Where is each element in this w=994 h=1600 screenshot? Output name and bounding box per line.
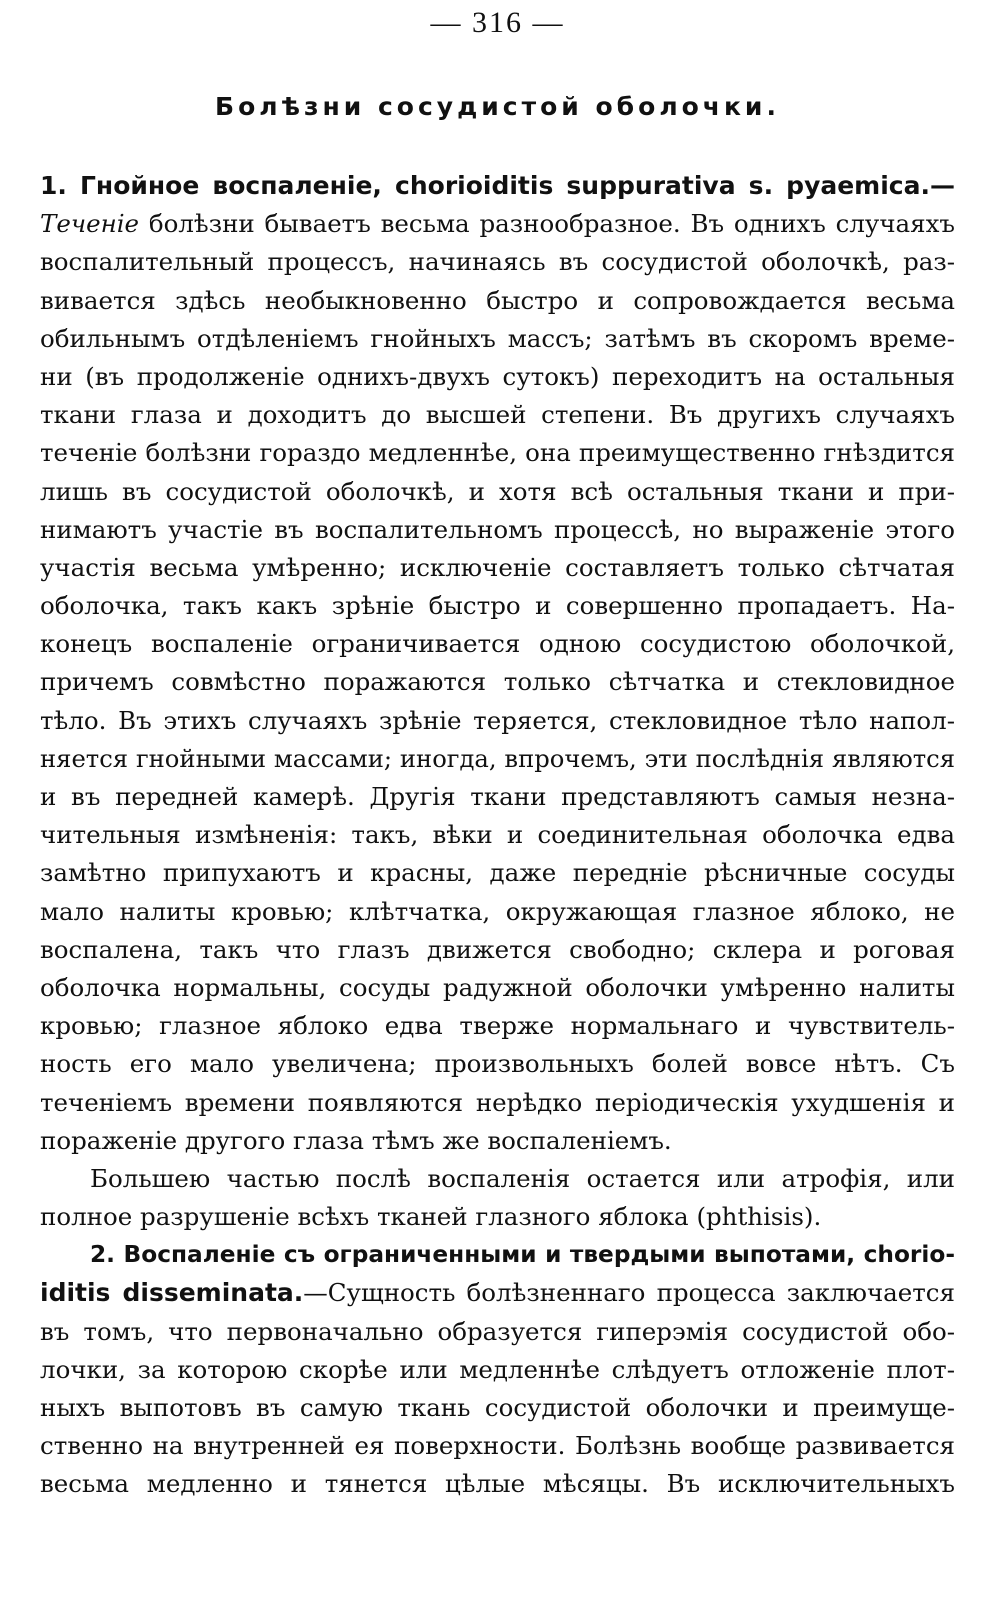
line-text: пораженіе другого глаза тѣмъ же воспаленіемъ. <box>40 1125 672 1155</box>
text-line <box>40 854 955 892</box>
line-text: няется гнойными массами; иногда, впрочемъ, эти послѣднія являются <box>40 743 955 773</box>
line-text: замѣтно припухаютъ и красны, даже передніе рѣсничные сосуды <box>40 858 955 888</box>
text-line <box>40 663 955 701</box>
text-line <box>40 511 955 549</box>
text-line <box>40 358 955 396</box>
line-text: ность его мало увеличена; произвольныхъ болей вовсе нѣтъ. Съ <box>40 1049 955 1079</box>
text-line <box>40 243 955 281</box>
text-line <box>40 1427 955 1465</box>
text-line <box>40 396 955 434</box>
text-line <box>40 1236 955 1274</box>
line-text: теченіемъ времени появляются нерѣдко періодическія ухудшенія и <box>40 1087 955 1117</box>
text-line <box>40 702 955 740</box>
text-line <box>40 893 955 931</box>
text-line <box>40 1274 955 1312</box>
text-line <box>40 1313 955 1351</box>
line-text: участія весьма умѣренно; исключеніе составляетъ только сѣтчатая <box>40 552 955 582</box>
line-text: весьма медленно и тянется цѣлые мѣсяцы. Въ исключительныхъ <box>40 1469 955 1499</box>
page-number: — 316 — <box>430 6 565 39</box>
line-text: лишь въ сосудистой оболочкѣ, и хотя всѣ остальныя ткани и при- <box>40 476 955 506</box>
subsection-heading: iditis disseminata. <box>40 1278 304 1308</box>
text-line <box>40 205 955 243</box>
line-text: вивается здѣсь необыкновенно быстро и сопровождается весьма <box>40 285 955 315</box>
line-text: чительныя измѣненія: такъ, вѣки и соединительная оболочка едва <box>40 820 955 850</box>
line-text: обильнымъ отдѣленіемъ гнойныхъ массъ; затѣмъ въ скоромъ време- <box>40 323 955 353</box>
text-line <box>40 282 955 320</box>
line-text: кровью; глазное яблоко едва тверже нормальнаго и чувствитель- <box>40 1011 955 1041</box>
text-line <box>40 969 955 1007</box>
line-text: полное разрушеніе всѣхъ тканей глазного яблока (phthisis). <box>40 1202 822 1232</box>
line-text: ни (въ продолженіе однихъ-двухъ сутокъ) переходитъ на остальныя <box>40 361 955 391</box>
line-text: ныхъ выпотовъ въ самую ткань сосудистой оболочки и преимуще- <box>40 1393 955 1422</box>
subsection-heading: 1. Гнойное воспаленіе, chorioiditis suppurativa s. pyaemica.— <box>40 171 955 200</box>
line-text: мало налиты кровью; клѣтчатка, окружающая глазное яблоко, не <box>40 896 955 926</box>
text-line <box>40 740 955 778</box>
text-line <box>40 816 955 854</box>
text-line <box>40 587 955 625</box>
text-line <box>40 549 955 587</box>
line-text: Большею частью послѣ воспаленія остается или атрофія, или <box>90 1163 955 1193</box>
line-text: нимаютъ участіе въ воспалительномъ процессѣ, но выраженіе этого <box>40 514 955 544</box>
subsection-heading: 2. Воспаленіе съ ограниченными и твердыми выпотами, chorio- <box>90 1241 955 1269</box>
text-line <box>40 1084 955 1122</box>
text-line <box>40 778 955 816</box>
line-text: теченіе болѣзни гораздо медленнѣе, она преимущественно гнѣздится <box>40 438 955 468</box>
emphasis-text: Теченіе <box>40 209 140 239</box>
text-line <box>40 1351 955 1389</box>
book-page <box>40 0 955 1600</box>
text-line <box>40 1007 955 1045</box>
line-text: въ томъ, что первоначально образуется гиперэмія сосудистой обо- <box>40 1316 955 1346</box>
line-text: болѣзни бываетъ весьма разнообразное. Въ однихъ случаяхъ <box>139 209 955 239</box>
text-line <box>40 931 955 969</box>
line-text: —Сущность болѣзненнаго процесса заключается <box>303 1278 955 1308</box>
line-text: конецъ воспаленіе ограничивается одною сосудистою оболочкой, <box>40 629 955 659</box>
text-line <box>40 473 955 511</box>
text-line <box>40 1045 955 1083</box>
text-line <box>40 1389 955 1427</box>
line-text: оболочка нормальны, сосуды радужной оболочки умѣренно налиты <box>40 972 955 1002</box>
text-line <box>40 167 955 205</box>
line-text: причемъ совмѣстно поражаются только сѣтчатка и стекловидное <box>40 667 955 697</box>
text-line <box>40 320 955 358</box>
text-line <box>40 434 955 472</box>
body-text <box>40 167 955 1504</box>
line-text: лочки, за которою скорѣе или медленнѣе слѣдуетъ отложеніе плот- <box>40 1354 955 1384</box>
line-text: ственно на внутренней ея поверхности. Болѣзнь вообще развивается <box>40 1431 955 1461</box>
text-line <box>40 1160 955 1198</box>
line-text: оболочка, такъ какъ зрѣніе быстро и совершенно пропадаетъ. На- <box>40 591 955 621</box>
line-text: воспалительный процессъ, начинаясь въ сосудистой оболочкѣ, раз- <box>40 247 955 277</box>
line-text: и въ передней камерѣ. Другія ткани представляютъ самыя незна- <box>40 782 955 811</box>
line-text: тѣло. Въ этихъ случаяхъ зрѣніе теряется, стекловидное тѣло напол- <box>40 705 955 735</box>
text-line <box>40 1198 955 1236</box>
text-line <box>40 625 955 663</box>
text-line <box>40 1465 955 1503</box>
text-line <box>40 1122 955 1160</box>
section-title: Болѣзни сосудистой оболочки. <box>215 92 780 121</box>
line-text: ткани глаза и доходитъ до высшей степени. Въ другихъ случаяхъ <box>40 400 955 430</box>
line-text: воспалена, такъ что глазъ движется свободно; склера и роговая <box>40 934 955 964</box>
